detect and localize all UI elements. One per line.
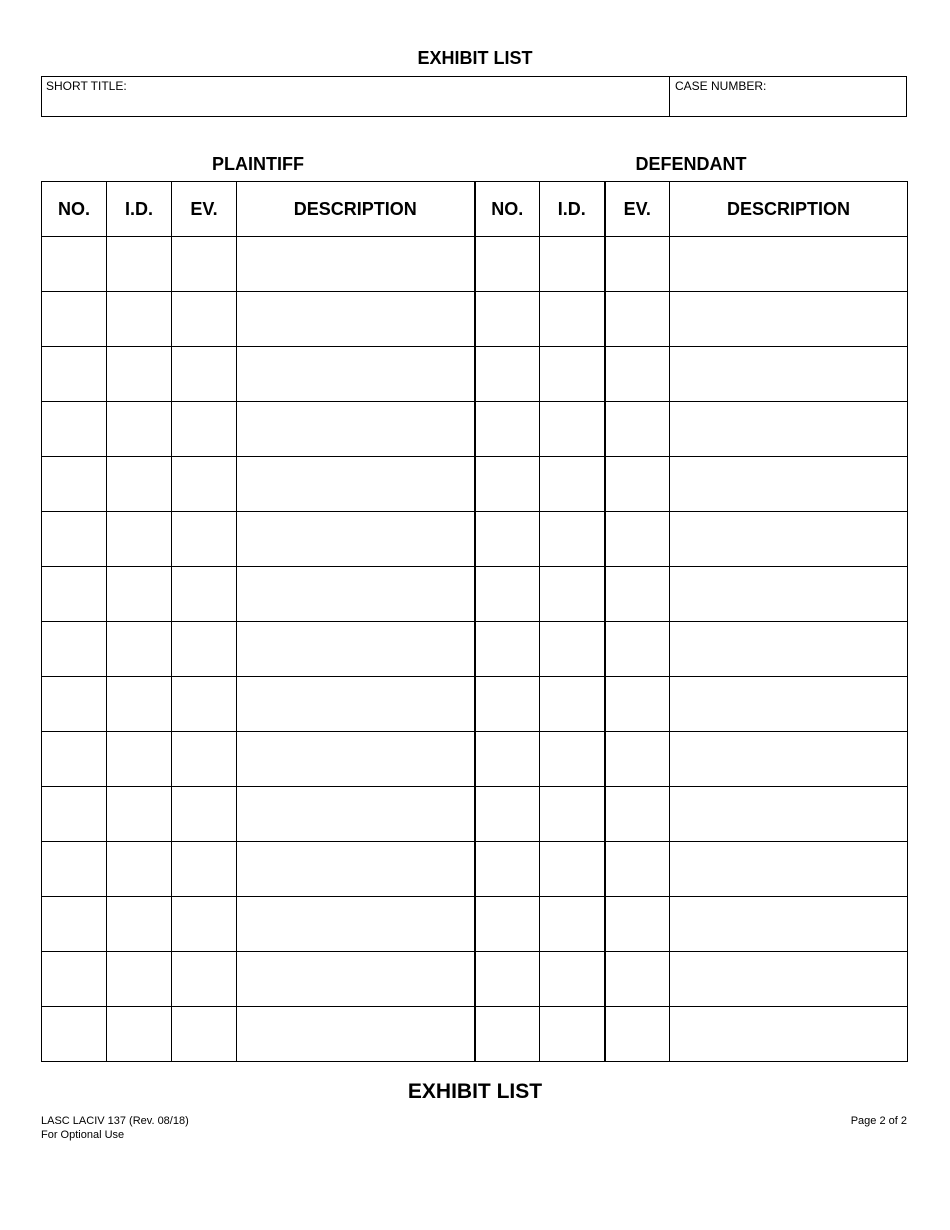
- plaintiff-description-cell[interactable]: [237, 842, 475, 897]
- plaintiff-ev-cell[interactable]: [172, 402, 237, 457]
- table-row: [42, 622, 908, 677]
- defendant-ev-cell[interactable]: [605, 512, 670, 567]
- plaintiff-description-cell[interactable]: [237, 622, 475, 677]
- plaintiff-no-cell[interactable]: [42, 622, 107, 677]
- plaintiff-id-cell[interactable]: [107, 512, 172, 567]
- defendant-no-cell[interactable]: [475, 952, 540, 1007]
- plaintiff-description-cell[interactable]: [237, 787, 475, 842]
- defendant-no-cell[interactable]: [475, 732, 540, 787]
- defendant-no-cell[interactable]: [475, 402, 540, 457]
- table-row: [42, 347, 908, 402]
- defendant-ev-cell[interactable]: [605, 787, 670, 842]
- defendant-description-cell[interactable]: [670, 1007, 908, 1062]
- plaintiff-id-cell[interactable]: [107, 787, 172, 842]
- defendant-ev-cell[interactable]: [605, 842, 670, 897]
- defendant-id-cell[interactable]: [540, 457, 605, 512]
- short-title-field[interactable]: [42, 77, 670, 116]
- plaintiff-no-cell[interactable]: [42, 787, 107, 842]
- defendant-id-cell[interactable]: [540, 787, 605, 842]
- table-row: [42, 512, 908, 567]
- plaintiff-id-cell[interactable]: [107, 567, 172, 622]
- defendant-description-cell[interactable]: [670, 457, 908, 512]
- plaintiff-id-cell[interactable]: [107, 842, 172, 897]
- defendant-ev-cell[interactable]: [605, 292, 670, 347]
- plaintiff-id-cell[interactable]: [107, 457, 172, 512]
- defendant-description-cell[interactable]: [670, 512, 908, 567]
- table-row: [42, 787, 908, 842]
- plaintiff-ev-cell[interactable]: [172, 677, 237, 732]
- plaintiff-ev-cell[interactable]: [172, 897, 237, 952]
- table-row: [42, 1007, 908, 1062]
- plaintiff-id-cell[interactable]: [107, 237, 172, 292]
- table-row: [42, 237, 908, 292]
- defendant-ev-cell[interactable]: [605, 622, 670, 677]
- defendant-ev-cell[interactable]: [605, 237, 670, 292]
- defendant-no-cell[interactable]: [475, 842, 540, 897]
- plaintiff-no-cell[interactable]: [42, 897, 107, 952]
- plaintiff-id-cell[interactable]: [107, 677, 172, 732]
- defendant-ev-cell[interactable]: [605, 347, 670, 402]
- plaintiff-id-cell[interactable]: [107, 952, 172, 1007]
- plaintiff-ev-cell[interactable]: [172, 512, 237, 567]
- defendant-no-cell[interactable]: [475, 1007, 540, 1062]
- table-row: [42, 292, 908, 347]
- footer-form-info: [41, 1114, 189, 1142]
- form-usage: For Optional Use: [41, 1129, 125, 1141]
- plaintiff-ev-cell[interactable]: [172, 237, 237, 292]
- page-number: Page 2 of 2: [850, 1115, 907, 1127]
- defendant-no-cell[interactable]: [475, 292, 540, 347]
- defendant-description-cell[interactable]: [670, 567, 908, 622]
- plaintiff-no-cell[interactable]: [42, 512, 107, 567]
- plaintiff-no-cell[interactable]: [42, 402, 107, 457]
- plaintiff-id-cell[interactable]: [107, 402, 172, 457]
- defendant-no-cell[interactable]: [475, 787, 540, 842]
- form-title-bottom: EXHIBIT LIST: [407, 1080, 543, 1103]
- plaintiff-description-cell[interactable]: [237, 897, 475, 952]
- plaintiff-ev-cell[interactable]: [172, 732, 237, 787]
- defendant-id-cell[interactable]: [540, 402, 605, 457]
- table-row: [42, 952, 908, 1007]
- plaintiff-description-cell[interactable]: [237, 402, 475, 457]
- table-row: [42, 457, 908, 512]
- defendant-ev-cell[interactable]: [605, 402, 670, 457]
- defendant-id-cell[interactable]: [540, 237, 605, 292]
- plaintiff-description-cell[interactable]: [237, 347, 475, 402]
- form-number: LASC LACIV 137 (Rev. 08/18): [41, 1115, 189, 1127]
- defendant-ev-cell[interactable]: [605, 952, 670, 1007]
- plaintiff-no-cell[interactable]: [42, 952, 107, 1007]
- case-number-field[interactable]: [671, 77, 906, 116]
- plaintiff-description-cell[interactable]: [237, 732, 475, 787]
- defendant-description-cell[interactable]: [670, 677, 908, 732]
- defendant-id-cell[interactable]: [540, 512, 605, 567]
- plaintiff-description-header: DESCRIPTION: [237, 182, 475, 237]
- defendant-ev-cell[interactable]: [605, 1007, 670, 1062]
- defendant-heading: DEFENDANT: [635, 154, 747, 174]
- plaintiff-id-header: I.D.: [107, 182, 172, 237]
- plaintiff-id-cell[interactable]: [107, 897, 172, 952]
- plaintiff-id-cell[interactable]: [107, 732, 172, 787]
- case-number-label: CASE NUMBER:: [675, 79, 767, 93]
- plaintiff-id-cell[interactable]: [107, 347, 172, 402]
- defendant-no-cell[interactable]: [475, 622, 540, 677]
- defendant-ev-cell[interactable]: [605, 732, 670, 787]
- defendant-description-cell[interactable]: [670, 347, 908, 402]
- defendant-ev-cell[interactable]: [605, 677, 670, 732]
- defendant-ev-cell[interactable]: [605, 457, 670, 512]
- defendant-description-cell[interactable]: [670, 292, 908, 347]
- defendant-id-cell[interactable]: [540, 567, 605, 622]
- plaintiff-no-cell[interactable]: [42, 567, 107, 622]
- defendant-id-cell[interactable]: [540, 952, 605, 1007]
- plaintiff-ev-cell[interactable]: [172, 347, 237, 402]
- table-row: [42, 567, 908, 622]
- plaintiff-ev-cell[interactable]: [172, 842, 237, 897]
- defendant-no-cell[interactable]: [475, 347, 540, 402]
- table-header-row: [42, 182, 908, 237]
- plaintiff-description-cell[interactable]: [237, 512, 475, 567]
- short-title-label: SHORT TITLE:: [46, 79, 127, 93]
- defendant-description-cell[interactable]: [670, 732, 908, 787]
- defendant-description-cell[interactable]: [670, 952, 908, 1007]
- defendant-no-cell[interactable]: [475, 677, 540, 732]
- exhibit-table: [41, 181, 908, 1062]
- defendant-description-cell[interactable]: [670, 787, 908, 842]
- plaintiff-no-cell[interactable]: [42, 347, 107, 402]
- plaintiff-id-cell[interactable]: [107, 1007, 172, 1062]
- defendant-description-cell[interactable]: [670, 402, 908, 457]
- caption-box: [41, 76, 907, 117]
- exhibit-rows: [42, 237, 908, 1062]
- plaintiff-no-cell[interactable]: [42, 237, 107, 292]
- defendant-id-header: I.D.: [540, 182, 605, 237]
- defendant-id-cell[interactable]: [540, 732, 605, 787]
- defendant-ev-cell[interactable]: [605, 897, 670, 952]
- table-row: [42, 732, 908, 787]
- plaintiff-ev-cell[interactable]: [172, 952, 237, 1007]
- defendant-id-cell[interactable]: [540, 897, 605, 952]
- plaintiff-id-cell[interactable]: [107, 622, 172, 677]
- plaintiff-no-cell[interactable]: [42, 732, 107, 787]
- plaintiff-no-header: NO.: [42, 182, 107, 237]
- defendant-description-cell[interactable]: [670, 237, 908, 292]
- plaintiff-description-cell[interactable]: [237, 292, 475, 347]
- plaintiff-heading: PLAINTIFF: [212, 154, 304, 174]
- plaintiff-no-cell[interactable]: [42, 1007, 107, 1062]
- plaintiff-ev-cell[interactable]: [172, 622, 237, 677]
- defendant-id-cell[interactable]: [540, 347, 605, 402]
- defendant-no-cell[interactable]: [475, 567, 540, 622]
- defendant-id-cell[interactable]: [540, 842, 605, 897]
- defendant-description-cell[interactable]: [670, 897, 908, 952]
- defendant-no-cell[interactable]: [475, 512, 540, 567]
- table-row: [42, 842, 908, 897]
- defendant-no-cell[interactable]: [475, 897, 540, 952]
- defendant-no-cell[interactable]: [475, 237, 540, 292]
- plaintiff-description-cell[interactable]: [237, 952, 475, 1007]
- form-title: EXHIBIT LIST: [417, 48, 533, 68]
- defendant-ev-cell[interactable]: [605, 567, 670, 622]
- plaintiff-no-cell[interactable]: [42, 842, 107, 897]
- plaintiff-description-cell[interactable]: [237, 237, 475, 292]
- plaintiff-description-cell[interactable]: [237, 677, 475, 732]
- table-row: [42, 897, 908, 952]
- plaintiff-description-cell[interactable]: [237, 457, 475, 512]
- defendant-description-cell[interactable]: [670, 842, 908, 897]
- plaintiff-ev-cell[interactable]: [172, 457, 237, 512]
- plaintiff-ev-cell[interactable]: [172, 787, 237, 842]
- plaintiff-ev-header: EV.: [172, 182, 237, 237]
- defendant-id-cell[interactable]: [540, 292, 605, 347]
- plaintiff-ev-cell[interactable]: [172, 567, 237, 622]
- defendant-ev-header: EV.: [605, 182, 670, 237]
- defendant-no-header: NO.: [475, 182, 540, 237]
- defendant-description-cell[interactable]: [670, 622, 908, 677]
- defendant-description-header: DESCRIPTION: [670, 182, 908, 237]
- plaintiff-ev-cell[interactable]: [172, 292, 237, 347]
- defendant-id-cell[interactable]: [540, 677, 605, 732]
- plaintiff-ev-cell[interactable]: [172, 1007, 237, 1062]
- plaintiff-description-cell[interactable]: [237, 1007, 475, 1062]
- table-row: [42, 677, 908, 732]
- defendant-id-cell[interactable]: [540, 1007, 605, 1062]
- plaintiff-id-cell[interactable]: [107, 292, 172, 347]
- defendant-id-cell[interactable]: [540, 622, 605, 677]
- plaintiff-no-cell[interactable]: [42, 292, 107, 347]
- defendant-no-cell[interactable]: [475, 457, 540, 512]
- plaintiff-no-cell[interactable]: [42, 457, 107, 512]
- plaintiff-no-cell[interactable]: [42, 677, 107, 732]
- plaintiff-description-cell[interactable]: [237, 567, 475, 622]
- table-row: [42, 402, 908, 457]
